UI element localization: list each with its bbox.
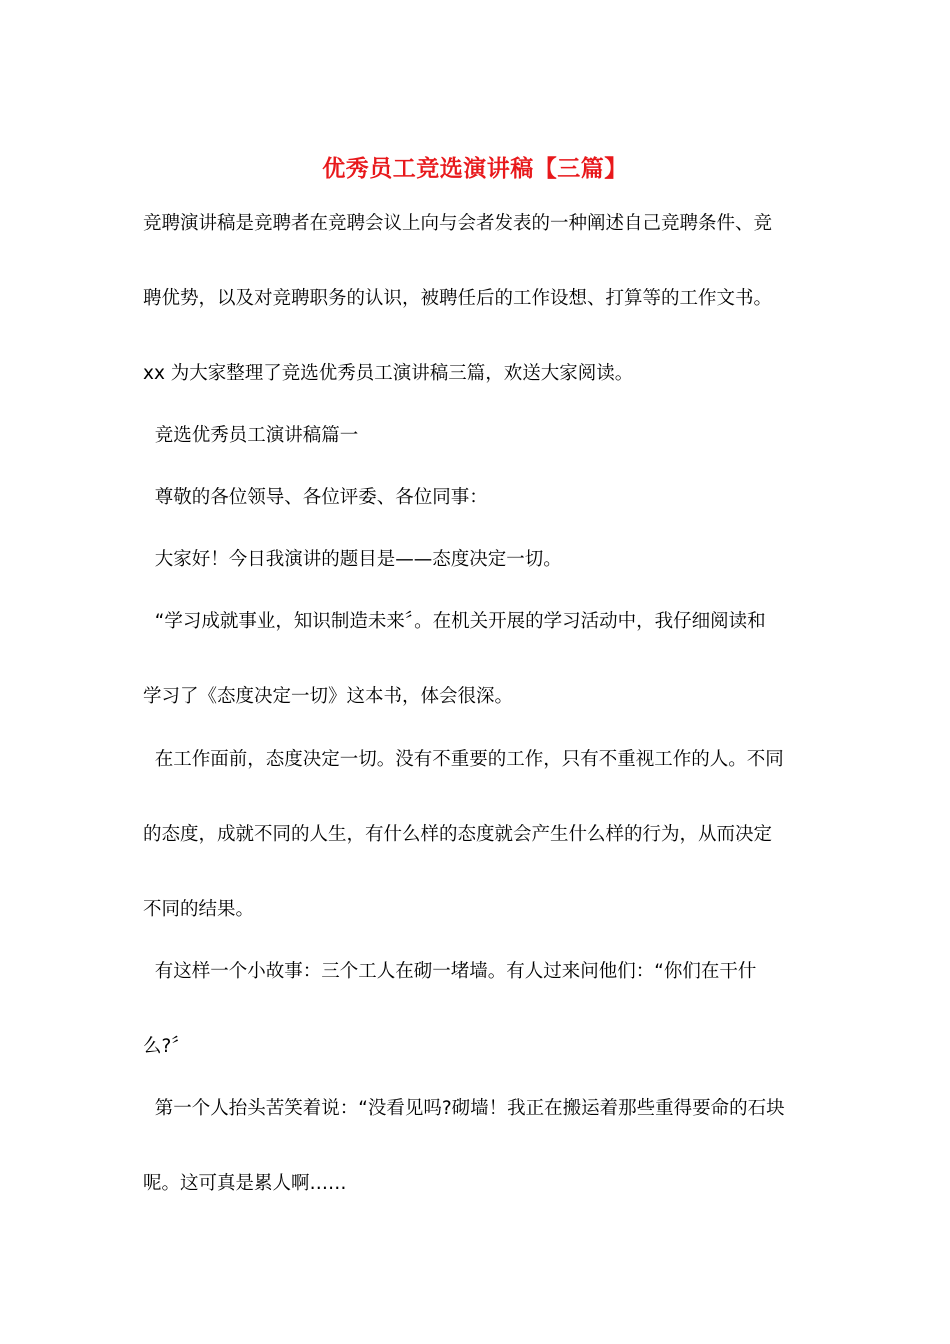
paragraph-line: 在工作面前，态度决定一切。没有不重要的工作，只有不重视工作的人。不同	[143, 749, 784, 770]
paragraph-line: 大家好！今日我演讲的题目是——态度决定一切。	[143, 549, 562, 570]
paragraph-line: 学习了《态度决定一切》这本书，体会很深。	[143, 686, 514, 707]
paragraph-line: 第一个人抬头苦笑着说：“没看见吗?砌墙！我正在搬运着那些重得要命的石块	[143, 1098, 785, 1119]
paragraph-line: “学习成就事业，知识制造未来〞。在机关开展的学习活动中，我仔细阅读和	[143, 611, 766, 632]
paragraph-line: 竞聘演讲稿是竞聘者在竞聘会议上向与会者发表的一种阐述自己竞聘条件、竞	[143, 213, 773, 234]
paragraph-line: 呢。这可真是累人啊……	[143, 1173, 347, 1194]
document-title: 优秀员工竞选演讲稿【三篇】	[322, 155, 628, 182]
paragraph-line: xx 为大家整理了竞选优秀员工演讲稿三篇，欢送大家阅读。	[143, 363, 634, 384]
paragraph-line: 聘优势，以及对竞聘职务的认识，被聘任后的工作设想、打算等的工作文书。	[143, 288, 773, 309]
paragraph-line: 有这样一个小故事：三个工人在砌一堵墙。有人过来问他们：“你们在干什	[143, 961, 757, 982]
paragraph-line: 的态度，成就不同的人生，有什么样的态度就会产生什么样的行为，从而决定	[143, 824, 773, 845]
paragraph-line: 么?〞	[143, 1036, 190, 1057]
paragraph-line: 不同的结果。	[143, 899, 255, 920]
section-heading: 竞选优秀员工演讲稿篇一	[143, 425, 359, 446]
paragraph-line: 尊敬的各位领导、各位评委、各位同事：	[143, 487, 488, 508]
